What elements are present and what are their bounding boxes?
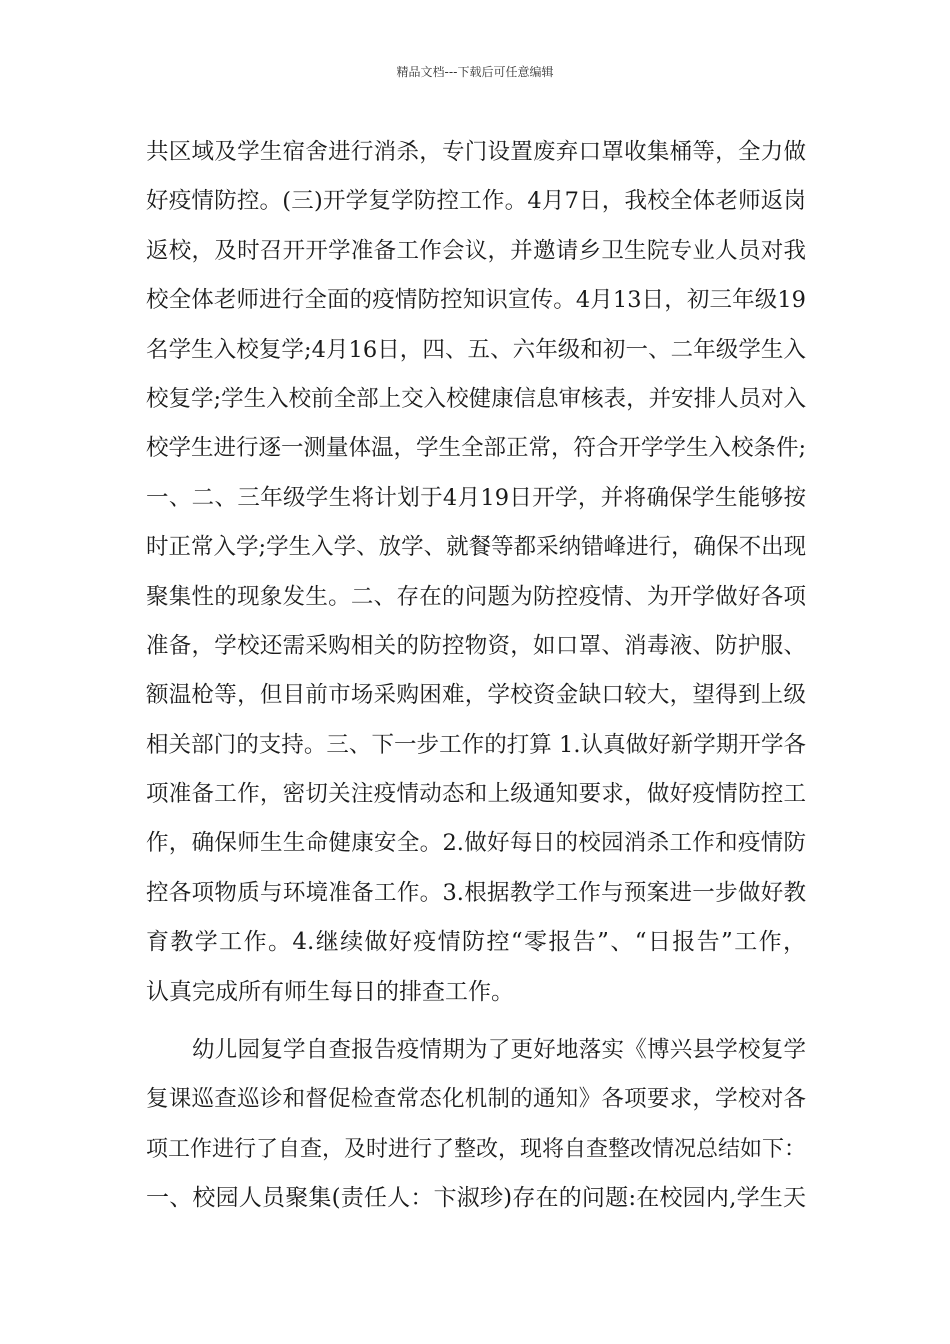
text-line: 准备，学校还需采购相关的防控物资，如口罩、消毒液、防护服、 [146,632,806,659]
paragraph-2 [146,1026,806,1224]
text-line: 额温枪等，但目前市场采购困难，学校资金缺口较大，望得到上级 [146,682,806,709]
text-line: 校全体老师进行全面的疫情防控知识宣传。4月13日，初三年级19 [146,287,806,314]
text-line: 复课巡查巡诊和督促检查常态化机制的通知》各项要求，学校对各 [146,1086,806,1113]
page-header: 精品文档---下载后可任意编辑 [396,65,554,79]
text-line: 名学生入校复学;4月16日，四、五、六年级和初一、二年级学生入 [146,336,806,363]
document-body [146,128,806,1224]
text-line: 作，确保师生生命健康安全。2.做好每日的校园消杀工作和疫情防 [146,830,806,857]
text-line: 控各项物质与环境准备工作。3.根据教学工作与预案进一步做好教 [146,879,806,906]
text-line: 共区域及学生宿舍进行消杀，专门设置废弃口罩收集桶等，全力做 [146,139,806,165]
text-line: 校学生进行逐一测量体温，学生全部正常，符合开学学生入校条件; [146,435,807,462]
text-line: 返校，及时召开开学准备工作会议，并邀请乡卫生院专业人员对我 [146,237,806,264]
text-line: 育教学工作。4.继续做好疫情防控“零报告”、“日报告”工作， [146,929,806,956]
text-line: 时正常入学;学生入学、放学、就餐等都采纳错峰进行，确保不出现 [146,534,807,561]
text-line: 聚集性的现象发生。二、存在的问题为防控疫情、为开学做好各项 [146,583,806,610]
text-line: 认真完成所有师生每日的排查工作。 [146,978,514,1005]
text-line: 校复学;学生入校前全部上交入校健康信息审核表，并安排人员对入 [146,385,807,412]
text-line: 项工作进行了自查，及时进行了整改，现将自查整改情况总结如下： [146,1136,807,1162]
text-line: 好疫情防控。(三)开学复学防控工作。4月7日，我校全体老师返岗 [146,188,806,215]
paragraph-1 [146,128,806,1017]
text-line: 项准备工作，密切关注疫情动态和上级通知要求，做好疫情防控工 [146,781,806,808]
text-line: 相关部门的支持。三、下一步工作的打算 1.认真做好新学期开学各 [146,731,806,758]
text-line: 幼儿园复学自查报告疫情期为了更好地落实《博兴县学校复学 [192,1037,806,1064]
text-line: 一、二、三年级学生将计划于4月19日开学，并将确保学生能够按 [146,484,806,511]
text-line: 一、校园人员聚集(责任人：卞淑珍)存在的问题:在校园内,学生天 [146,1185,806,1212]
paragraph-spacer [146,1017,806,1026]
